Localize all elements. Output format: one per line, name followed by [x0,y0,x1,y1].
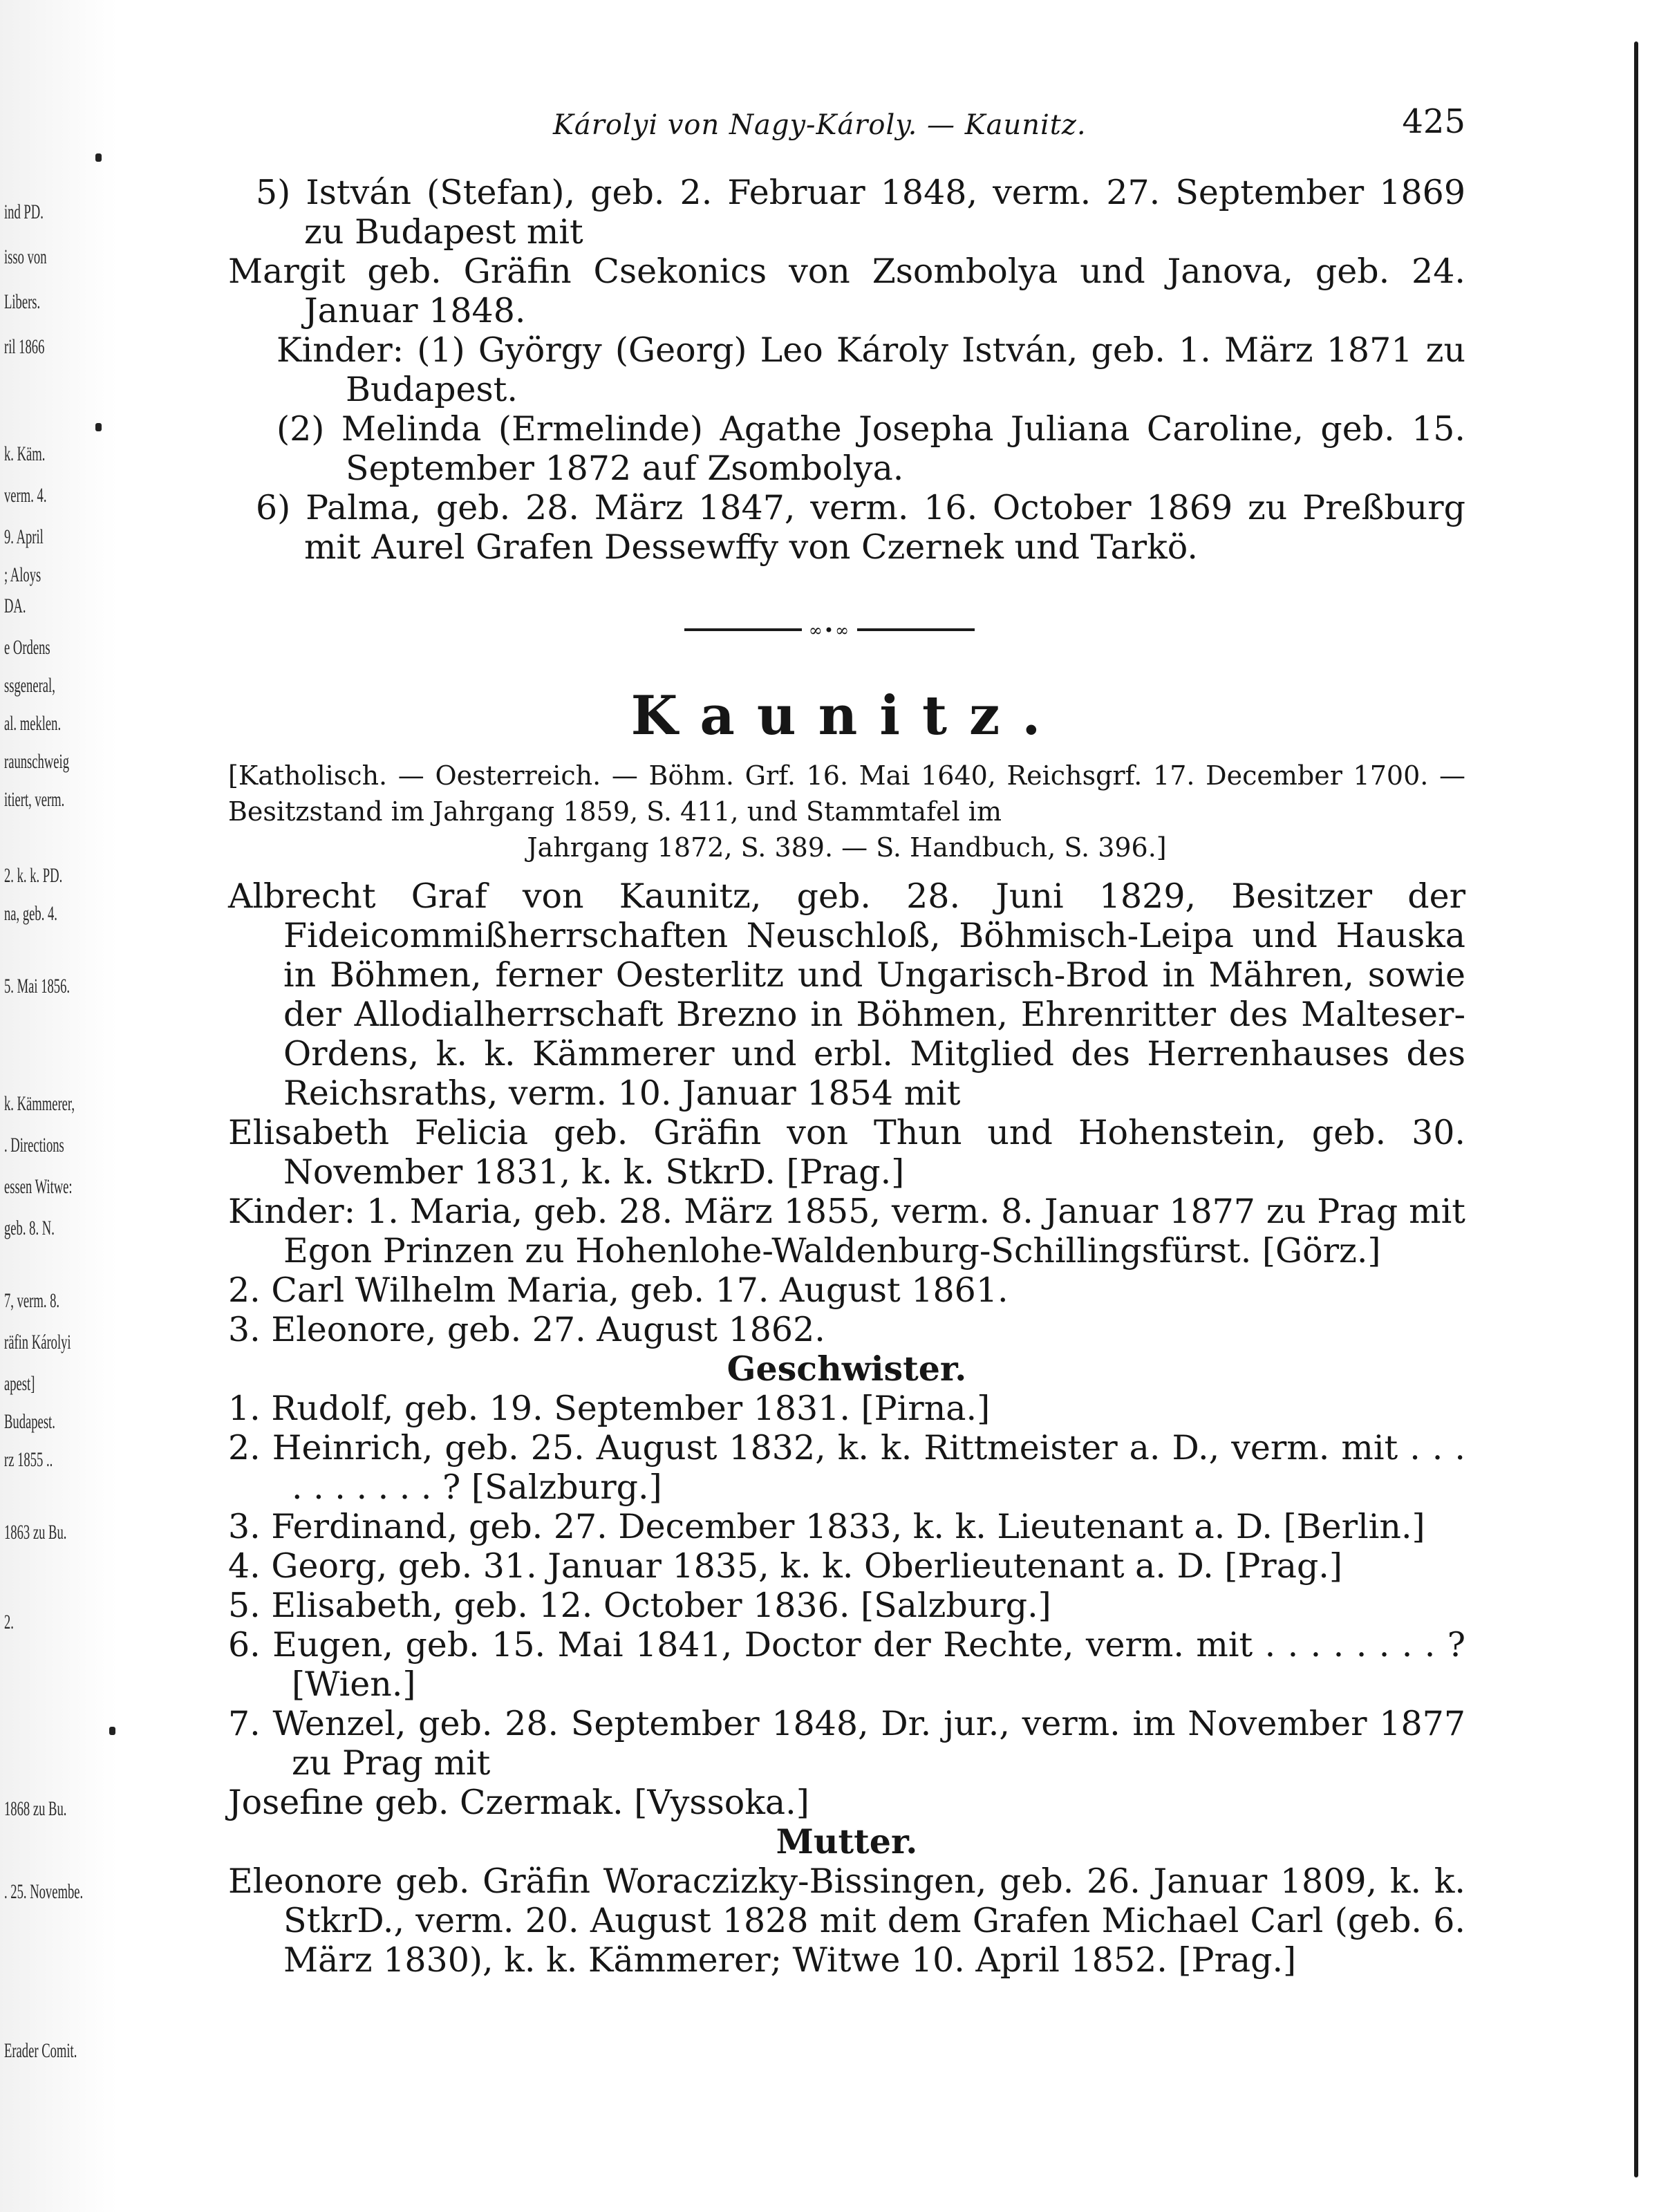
entry-albrecht: Albrecht Graf von Kaunitz, geb. 28. Juni 1829, Besitzer der Fideicommißherrschaften Neuschloß, Böhmisch-Leipa und Hauska in Böhmen, ferner Oesterlitz und Ungarisch-Brod in Mähren, sowie der Allodialherrschaft Brezno in Böhmen, Ehrenritter des Malteser-Ordens, k. k. Kämmerer und erbl. Mitglied des Herrenhauses des Reichsraths, verm. 10. Januar 1854 mit [228,877,1465,1113]
entry-kinder-gyorgy: Kinder: (1) György (Georg) Leo Károly István, geb. 1. März 1871 zu Budapest. [276,330,1465,409]
entry-margit: Margit geb. Gräfin Csekonics von Zsombolya und Janova, geb. 24. Januar 1848. [228,252,1465,330]
margin-fragment: 9. April [4,525,44,548]
divider-ornament: ∞•∞ [808,621,851,640]
margin-fragment: al. meklen. [4,712,62,735]
sibling-eugen: 6. Eugen, geb. 15. Mai 1841, Doctor der Rechte, verm. mit . . . . . . . . ? [Wien.] [228,1625,1465,1704]
margin-fragment: . Directions [4,1134,64,1156]
book-page [228,0,1465,2212]
margin-fragment: rz 1855 .. [4,1448,53,1471]
margin-fragment: 1868 zu Bu. [4,1797,67,1820]
scan-speck [95,153,102,162]
sibling-georg: 4. Georg, geb. 31. Januar 1835, k. k. Oberlieutenant a. D. [Prag.] [228,1546,1342,1586]
margin-fragment: ssgeneral, [4,674,55,697]
sibling-wenzel: 7. Wenzel, geb. 28. September 1848, Dr. jur., verm. im November 1877 zu Prag mit [228,1704,1465,1783]
entry-eleonore-child: 3. Eleonore, geb. 27. August 1862. [228,1310,825,1349]
entry-elisabeth-felicia: Elisabeth Felicia geb. Gräfin von Thun und Hohenstein, geb. 30. November 1831, k. k. StkrD. [Prag.] [228,1113,1465,1192]
margin-fragment: DA. [4,594,26,617]
scan-speck [109,1727,115,1735]
page-number: 425 [1402,102,1465,141]
sibling-ferdinand: 3. Ferdinand, geb. 27. December 1833, k. k. Lieutenant a. D. [Berlin.] [228,1507,1425,1546]
margin-fragment: geb. 8. N. [4,1217,55,1239]
running-head [228,102,1465,151]
continuation-block [228,173,1465,567]
entry-melinda: (2) Melinda (Ermelinde) Agathe Josepha Juliana Caroline, geb. 15. September 1872 auf Zsombolya. [276,409,1465,488]
margin-fragment: ril 1866 [4,335,45,358]
margin-fragment: k. Kämmerer, [4,1092,75,1115]
running-title: Károlyi von Nagy-Károly. — Kaunitz. [553,109,1087,141]
margin-fragment: 7, verm. 8. [4,1289,60,1312]
divider-rule-left [684,628,802,631]
entry-josefine: Josefine geb. Czermak. [Vyssoka.] [228,1783,809,1822]
scan-speck [95,423,102,431]
margin-fragment: 5. Mai 1856. [4,975,71,997]
margin-fragment: k. Käm. [4,442,46,465]
entry-palma: 6) Palma, geb. 28. März 1847, verm. 16. October 1869 zu Preßburg mit Aurel Grafen Dessewffy von Czernek und Tarkö. [256,488,1465,567]
margin-fragment: räfin Károlyi [4,1331,71,1353]
margin-fragment: na, geb. 4. [4,902,57,925]
mother-heading: Mutter. [776,1821,918,1862]
margin-fragment: itiert, verm. [4,788,65,811]
sibling-elisabeth: 5. Elisabeth, geb. 12. October 1836. [Salzburg.] [228,1586,1051,1625]
bracket-line: [Katholisch. — Oesterreich. — Böhm. Grf. 16. Mai 1640, Reichsgrf. 17. December 1700. — Besitzstand im Jahrgang 1859, S. 411, und Stammtafel im [228,760,1465,827]
sibling-heinrich: 2. Heinrich, geb. 25. August 1832, k. k. Rittmeister a. D., verm. mit . . . . . . . . . . ? [Salzburg.] [228,1428,1465,1507]
margin-fragment: isso von [4,245,47,268]
margin-fragment: Budapest. [4,1410,55,1433]
kaunitz-entries [228,877,1465,1980]
margin-fragment: ind PD. [4,200,44,223]
margin-fragment: apest] [4,1372,35,1395]
section-divider [684,619,975,640]
bracket-line: Jahrgang 1872, S. 389. — S. Handbuch, S. 396.] [527,832,1167,863]
sibling-rudolf: 1. Rudolf, geb. 19. September 1831. [Pirna.] [228,1389,991,1428]
margin-fragment: essen Witwe: [4,1175,73,1198]
section-title: Kaunitz. [630,684,1063,747]
section-bracket-note [228,758,1465,865]
margin-fragment: raunschweig [4,750,70,773]
siblings-heading: Geschwister. [727,1349,967,1389]
margin-fragment: e Ordens [4,636,50,659]
margin-fragment: . 25. Novembe. [4,1880,84,1903]
margin-fragment: Erader Comit. [4,2039,77,2062]
entry-mother-eleonore: Eleonore geb. Gräfin Woraczizky-Bissingen, geb. 26. Januar 1809, k. k. StkrD., verm. 20. August 1828 mit dem Grafen Michael Carl (geb. 6. März 1830), k. k. Kämmerer; Witwe 10. April 1852. [Prag.] [228,1862,1465,1980]
margin-fragment: 2. k. k. PD. [4,864,63,887]
entry-istvan: 5) István (Stefan), geb. 2. Februar 1848, verm. 27. September 1869 zu Budapest mit [256,173,1465,252]
margin-fragment: ; Aloys [4,563,41,586]
divider-rule-right [857,628,975,631]
margin-fragment: Libers. [4,290,41,313]
margin-fragment: 2. [4,1611,14,1633]
margin-fragment: 1863 zu Bu. [4,1521,67,1544]
margin-fragment: verm. 4. [4,484,47,507]
entry-carl-wilhelm: 2. Carl Wilhelm Maria, geb. 17. August 1861. [228,1271,1009,1310]
page-edge-rule [1634,41,1638,2177]
entry-kinder-maria: Kinder: 1. Maria, geb. 28. März 1855, verm. 8. Januar 1877 zu Prag mit Egon Prinzen zu Hohenlohe-Waldenburg-Schillingsfürst. [Görz.] [228,1192,1465,1271]
